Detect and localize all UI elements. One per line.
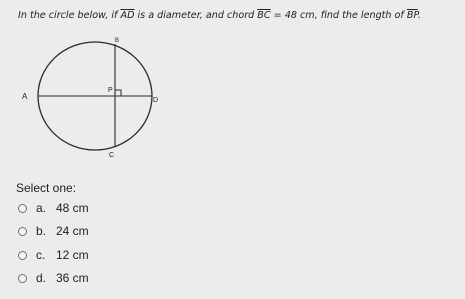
radio-button[interactable] (18, 274, 27, 283)
option-letter: b. (36, 224, 47, 238)
option-a[interactable] (18, 199, 89, 217)
select-one-label: Select one: (16, 181, 77, 195)
label-p: P (108, 87, 113, 94)
segment-bp: $\overline{BP}$ (406, 10, 418, 21)
option-b[interactable] (18, 222, 89, 240)
option-letter: c. (36, 248, 46, 262)
option-d[interactable] (18, 269, 89, 287)
question-part-4: . (417, 10, 421, 21)
radio-button[interactable] (18, 204, 27, 213)
question-part-1: In the circle below, if (18, 10, 118, 21)
option-text: 12 cm (56, 248, 89, 262)
radio-button[interactable] (18, 251, 27, 260)
right-angle-mark (115, 90, 121, 96)
option-text: 36 cm (56, 271, 89, 285)
option-text: 48 cm (56, 201, 89, 215)
question-part-3: = 48 cm, find the length of (273, 10, 404, 21)
option-c[interactable] (18, 246, 89, 264)
question-part-2: is a diameter, and chord (137, 10, 255, 21)
option-text: 24 cm (56, 224, 89, 238)
option-letter: a. (36, 201, 47, 215)
label-a: A (22, 92, 28, 101)
segment-ad: $\overline{AD}$ (120, 10, 135, 21)
segment-bc: $\overline{BC}$ (257, 10, 271, 21)
label-b: B (115, 38, 120, 44)
label-c: C (109, 152, 115, 159)
radio-button[interactable] (18, 227, 27, 236)
label-d: D (153, 97, 159, 104)
option-letter: d. (36, 271, 47, 285)
